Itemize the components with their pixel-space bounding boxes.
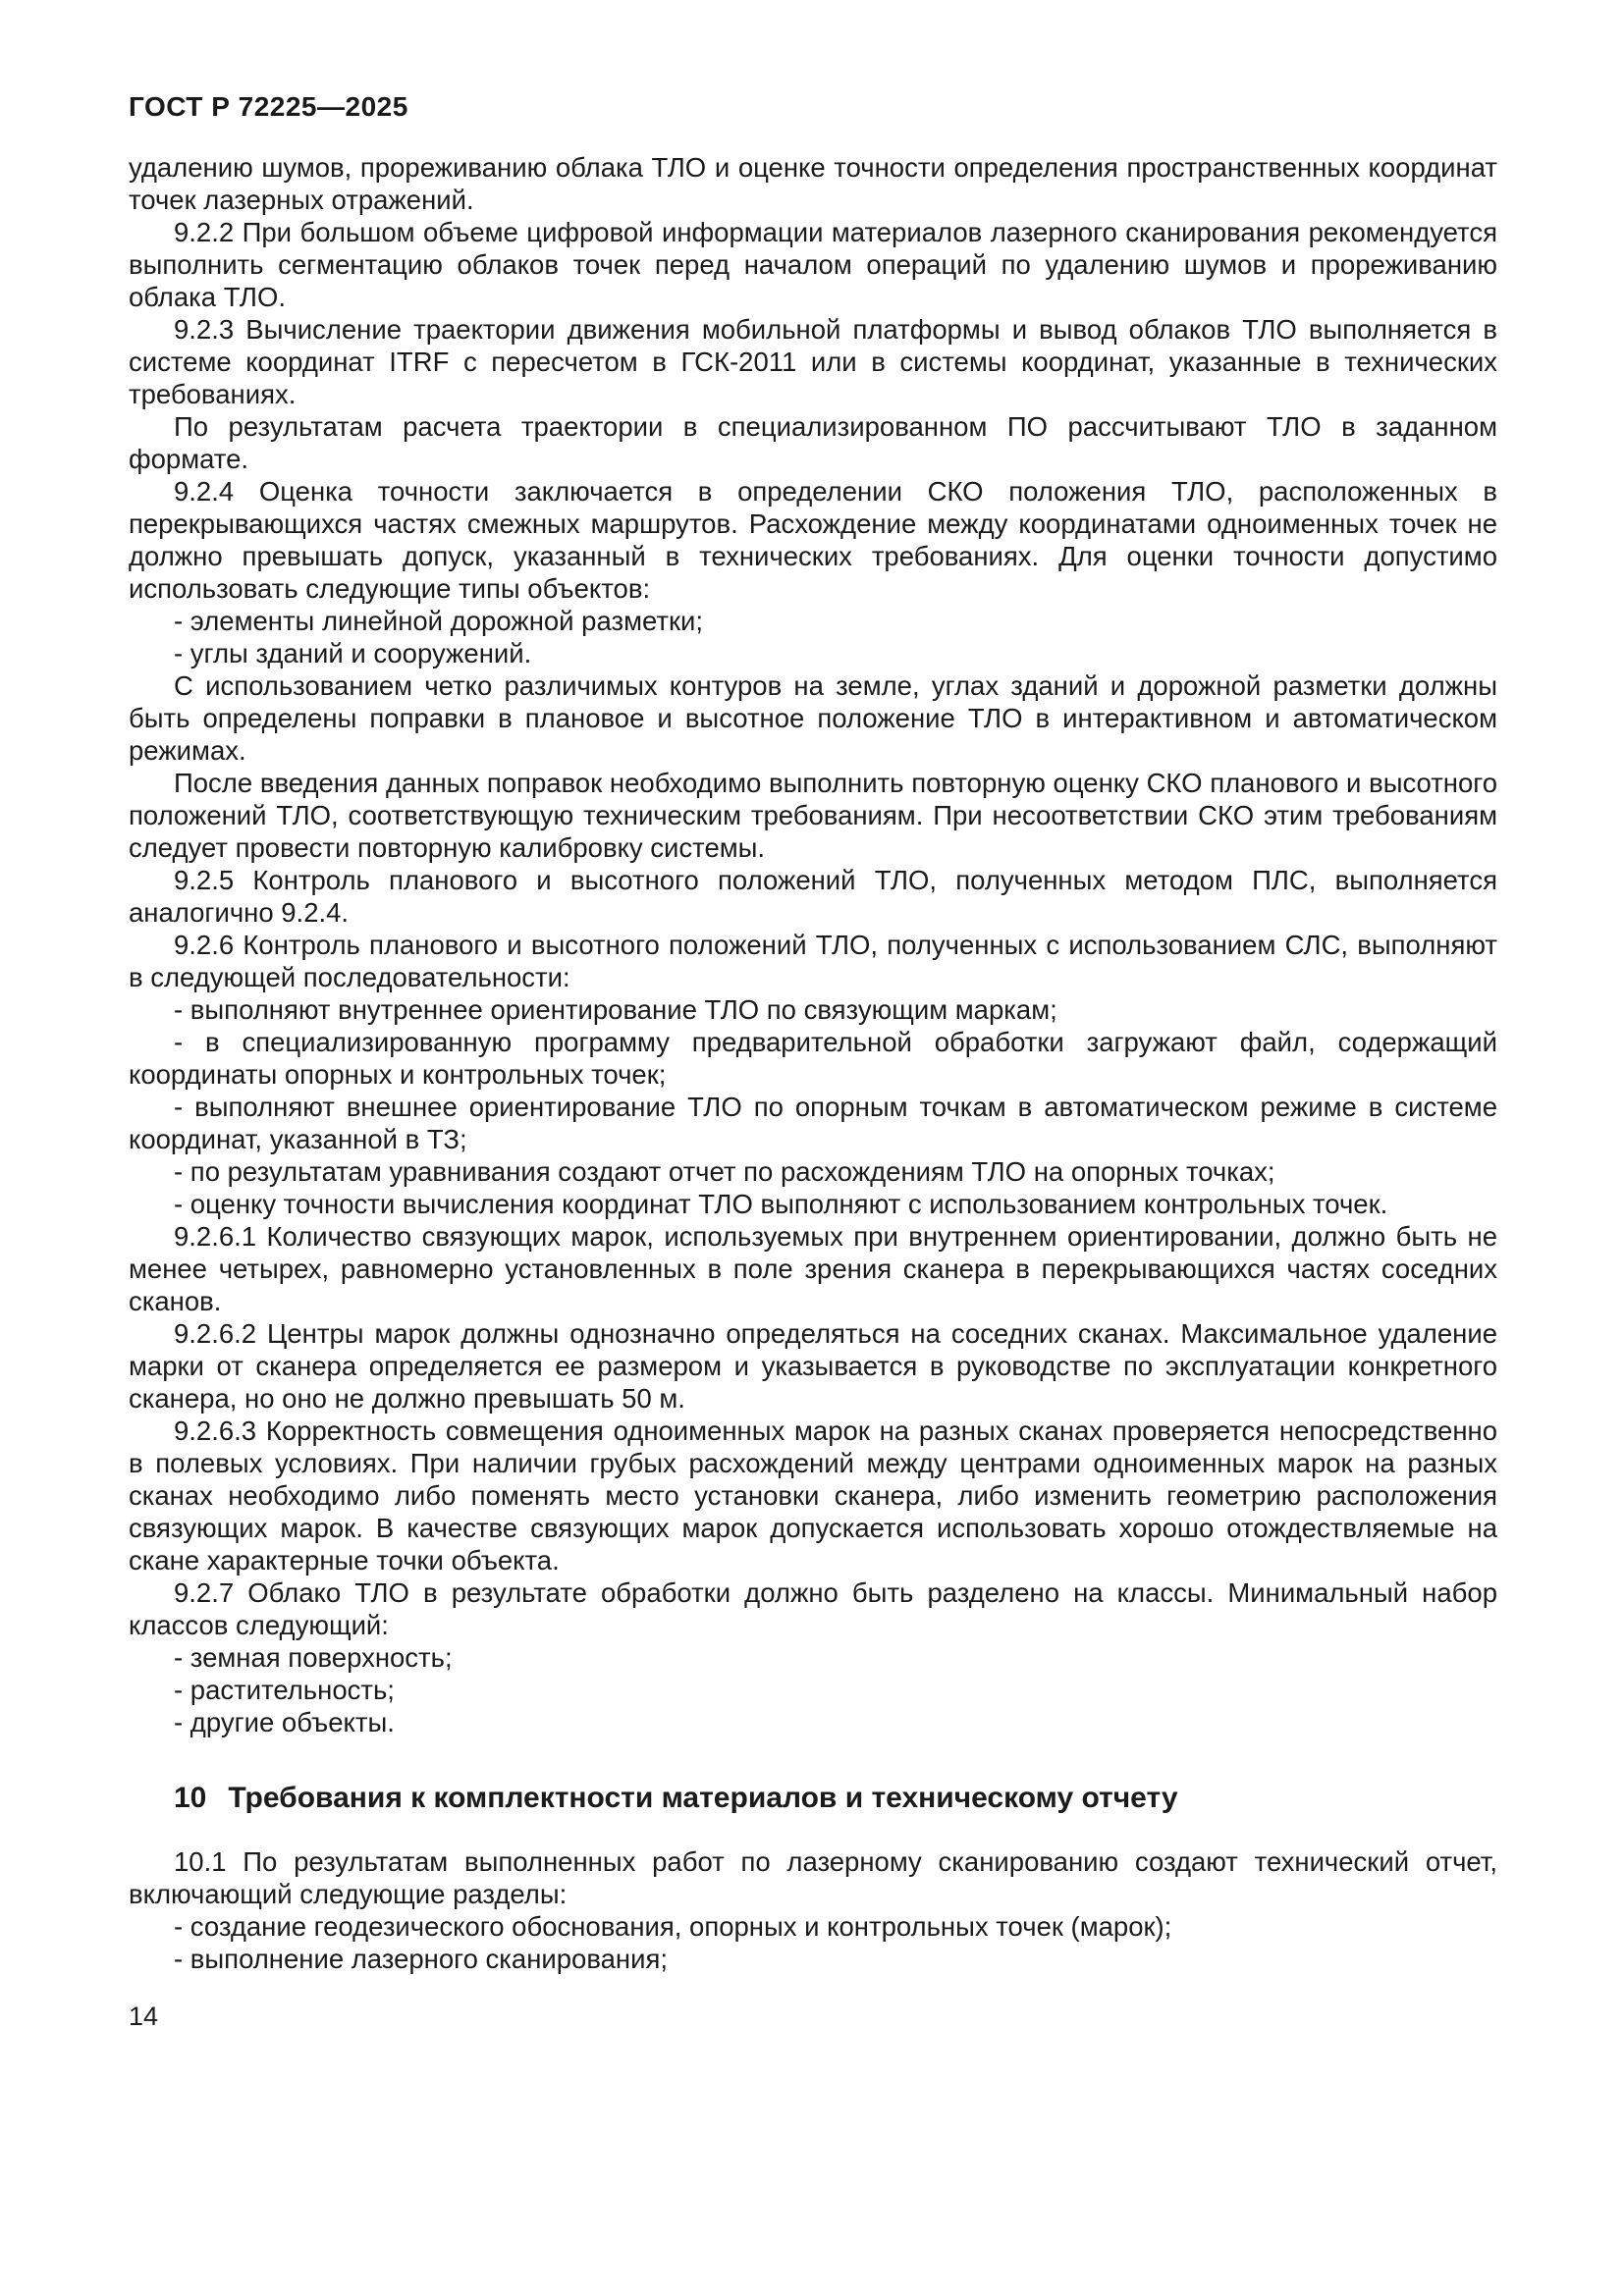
paragraph: По результатам расчета траектории в специализированном ПО рассчитывают ТЛО в заданном формате. <box>129 411 1497 474</box>
paragraph: 9.2.3 Вычисление траектории движения мобильной платформы и вывод облаков ТЛО выполняется в системе координат ITRF с пересчетом в ГСК-2011 или в системы координат, указанные в технических требованиях. <box>129 314 1497 409</box>
list-item: - по результатам уравнивания создают отчет по расхождениям ТЛО на опорных точках; <box>174 1156 1275 1187</box>
paragraph: С использованием четко различимых контуров на земле, углах зданий и дорожной разметки должны быть определены поправки в плановое и высотное положение ТЛО в интерактивном и автоматическом режимах. <box>129 670 1497 766</box>
list-item: - создание геодезического обоснования, опорных и контрольных точек (марок); <box>174 1911 1172 1942</box>
paragraph: 9.2.6.1 Количество связующих марок, используемых при внутреннем ориентировании, должно быть не менее четырех, равномерно установленных в поле зрения сканера в перекрывающихся частях соседних сканов. <box>129 1221 1497 1316</box>
list-item: - в специализированную программу предварительной обработки загружают файл, содержащий координаты опорных и контрольных точек; <box>129 1027 1497 1090</box>
list-item: - выполняют внешнее ориентирование ТЛО по опорным точкам в автоматическом режиме в системе координат, указанной в ТЗ; <box>129 1092 1497 1154</box>
document-body <box>129 151 1497 1975</box>
list-item: - выполняют внутреннее ориентирование ТЛО по связующим маркам; <box>174 994 1057 1025</box>
list-item: - выполнение лазерного сканирования; <box>174 1944 669 1974</box>
list-item: - элементы линейной дорожной разметки; <box>174 606 703 636</box>
paragraph: 9.2.6 Контроль планового и высотного положений ТЛО, полученных с использованием СЛС, выполняют в следующей последовательности: <box>129 930 1497 992</box>
document-code: ГОСТ Р 72225—2025 <box>129 91 408 122</box>
list-item: - другие объекты. <box>174 1707 395 1737</box>
paragraph: 9.2.6.2 Центры марок должны однозначно определяться на соседних сканах. Максимальное удаление марки от сканера определяется ее размером и указывается в руководстве по эксплуатации конкретного сканера, но оно не должно превышать 50 м. <box>129 1318 1497 1414</box>
paragraph: 10.1 По результатам выполненных работ по лазерному сканированию создают технический отчет, включающий следующие разделы: <box>129 1846 1497 1909</box>
paragraph: 9.2.7 Облако ТЛО в результате обработки должно быть разделено на классы. Минимальный набор классов следующий: <box>129 1577 1497 1640</box>
paragraph: 9.2.6.3 Корректность совмещения одноименных марок на разных сканах проверяется непосредственно в полевых условиях. При наличии грубых расхождений между центрами одноименных марок на разных сканах необходимо либо поменять место установки сканера, либо изменить геометрию расположения связующих марок. В качестве связующих марок допускается использовать хорошо отождествляемые на скане характерные точки объекта. <box>129 1415 1497 1575</box>
list-item: - растительность; <box>174 1675 395 1705</box>
section-heading <box>174 1780 1497 1816</box>
page-number: 14 <box>129 2002 159 2031</box>
paragraph: удалению шумов, прореживанию облака ТЛО и оценке точности определения пространственных координат точек лазерных отражений. <box>129 152 1497 215</box>
paragraph: 9.2.2 При большом объеме цифровой информации материалов лазерного сканирования рекомендуется выполнить сегментацию облаков точек перед началом операций по удалению шумов и прореживанию облака ТЛО. <box>129 217 1497 312</box>
list-item: - земная поверхность; <box>174 1642 453 1673</box>
paragraph: 9.2.5 Контроль планового и высотного положений ТЛО, полученных методом ПЛС, выполняется аналогично 9.2.4. <box>129 865 1497 928</box>
paragraph: 9.2.4 Оценка точности заключается в определении СКО положения ТЛО, расположенных в перекрывающихся частях смежных маршрутов. Расхождение между координатами одноименных точек не должно превышать допуск, указанный в технических требованиях. Для оценки точности допустимо использовать следующие типы объектов: <box>129 476 1497 604</box>
list-item: - оценку точности вычисления координат ТЛО выполняют с использованием контрольных точек. <box>174 1189 1388 1219</box>
list-item: - углы зданий и сооружений. <box>174 638 532 668</box>
section-number: 10 <box>174 1782 207 1814</box>
section-title: Требования к комплектности материалов и техническому отчету <box>228 1782 1178 1814</box>
paragraph: После введения данных поправок необходимо выполнить повторную оценку СКО планового и высотного положений ТЛО, соответствующую техническим требованиям. При несоответствии СКО этим требованиям следует провести повторную калибровку системы. <box>129 768 1497 863</box>
